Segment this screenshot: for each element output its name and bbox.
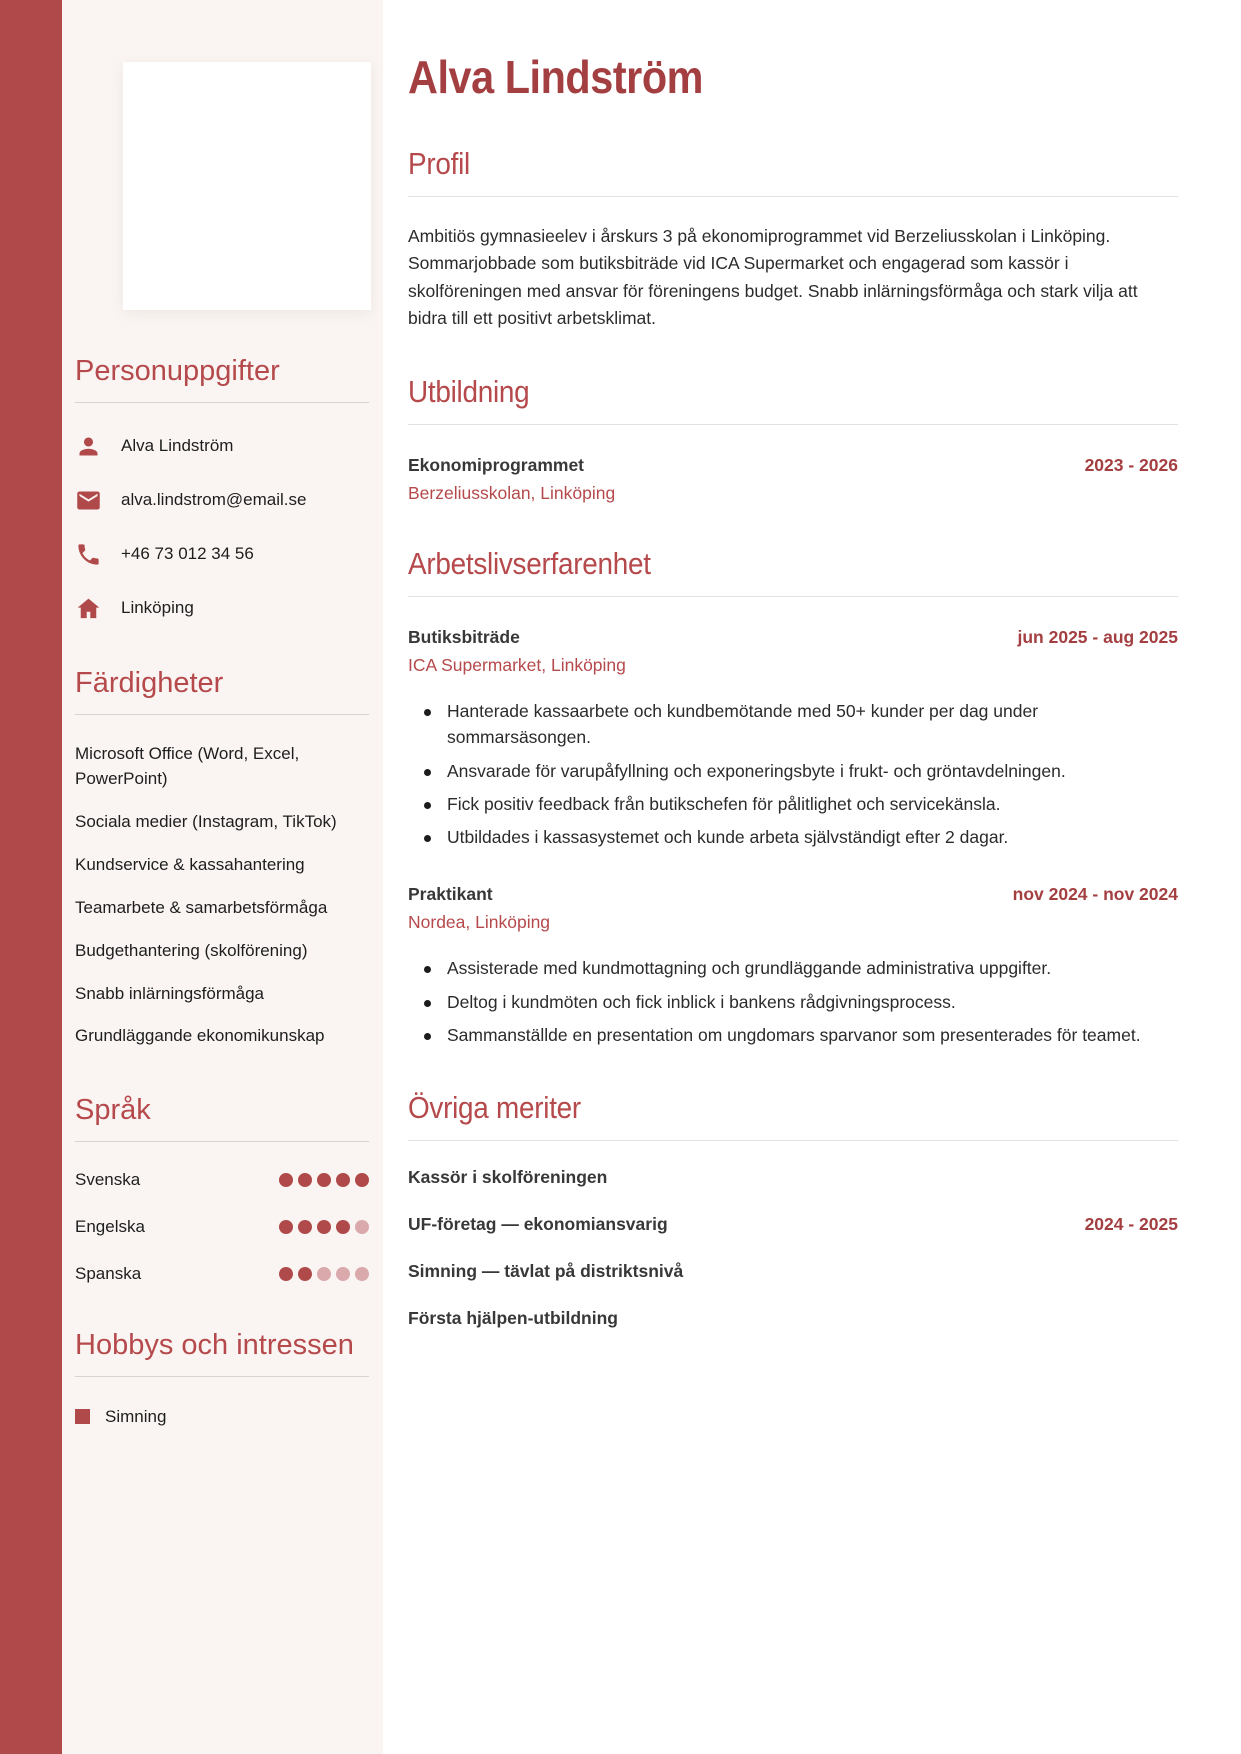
contact-row-name: [75, 433, 369, 460]
accent-stripe: [0, 0, 62, 1754]
divider: [75, 1376, 369, 1377]
experience-entry-butiksbitrade: [408, 627, 1178, 850]
language-level-dots: [279, 1173, 369, 1187]
language-name: Spanska: [75, 1264, 142, 1284]
divider: [408, 196, 1178, 197]
level-dot-empty: [355, 1267, 369, 1281]
level-dot-filled: [279, 1267, 293, 1281]
contact-location-text: Linköping: [121, 598, 194, 618]
sidebar-section-contact: [75, 354, 369, 622]
bullet-item: Fick positiv feedback från butikschefen för pålitlighet och servicekänsla.: [420, 791, 1178, 817]
contact-list: [75, 433, 369, 622]
merit-period: 2024 - 2025: [1084, 1214, 1178, 1235]
divider: [75, 714, 369, 715]
sidebar-heading-languages: Språk: [75, 1094, 151, 1127]
education-entry: [408, 455, 1178, 504]
level-dot-filled: [298, 1220, 312, 1234]
bullet-item: Ansvarade för varupåfyllning och exponeringsbyte i frukt- och gröntavdelningen.: [420, 758, 1178, 784]
person-icon: [75, 433, 102, 460]
skill-item: Grundläggande ekonomikunskap: [75, 1026, 325, 1046]
sidebar: [62, 0, 383, 1754]
sidebar-heading-contact: Personuppgifter: [75, 355, 280, 387]
sidebar-heading-hobbies: Hobbys och intressen: [75, 1329, 354, 1362]
education-program: Ekonomiprogrammet: [408, 455, 584, 476]
hobby-text: Simning: [105, 1406, 167, 1426]
section-heading-experience: Arbetslivserfarenhet: [408, 546, 651, 582]
language-name: Svenska: [75, 1170, 141, 1190]
level-dot-filled: [279, 1220, 293, 1234]
envelope-icon: [75, 487, 102, 514]
bullet-item: Assisterade med kundmottagning och grundläggande administrativa uppgifter.: [420, 955, 1178, 981]
hobby-item: [75, 1407, 369, 1427]
level-dot-empty: [336, 1267, 350, 1281]
skills-list: [75, 741, 369, 1050]
merit-title: Första hjälpen-utbildning: [408, 1308, 618, 1329]
contact-email-text: alva.lindstrom@email.se: [121, 490, 307, 510]
merit-title: Kassör i skolföreningen: [408, 1167, 608, 1188]
section-other-merits: [408, 1090, 1178, 1329]
bullet-item: Deltog i kundmöten och fick inblick i bankens rådgivningsprocess.: [420, 989, 1178, 1015]
experience-entry-praktikant: [408, 884, 1178, 1048]
level-dot-filled: [336, 1220, 350, 1234]
sidebar-section-languages: [75, 1093, 369, 1284]
job-title: Praktikant: [408, 884, 493, 905]
level-dot-filled: [317, 1173, 331, 1187]
divider: [75, 1141, 369, 1142]
job-title: Butiksbiträde: [408, 627, 520, 648]
divider: [408, 424, 1178, 425]
language-level-dots: [279, 1220, 369, 1234]
job-bullets: [408, 698, 1178, 850]
job-bullets: [408, 955, 1178, 1048]
language-level-dots: [279, 1267, 369, 1281]
language-name: Engelska: [75, 1217, 145, 1237]
level-dot-filled: [355, 1173, 369, 1187]
level-dot-empty: [317, 1267, 331, 1281]
language-list: [75, 1170, 369, 1284]
contact-name-text: Alva Lindström: [121, 436, 234, 456]
skill-item: Teamarbete & samarbetsförmåga: [75, 897, 328, 917]
level-dot-filled: [298, 1267, 312, 1281]
skill-item: Sociala medier (Instagram, TikTok): [75, 812, 337, 832]
divider: [408, 1140, 1178, 1141]
merit-row: [408, 1214, 1178, 1235]
job-period: jun 2025 - aug 2025: [1017, 627, 1178, 648]
entry-header: [408, 627, 1178, 648]
divider: [75, 402, 369, 403]
contact-row-location: [75, 595, 369, 622]
bullet-item: Sammanställde en presentation om ungdomars sparvanor som presenterades för teamet.: [420, 1022, 1178, 1048]
divider: [408, 596, 1178, 597]
section-heading-profile: Profil: [408, 146, 470, 181]
merit-title: UF-företag — ekonomiansvarig: [408, 1214, 668, 1235]
contact-row-email: [75, 487, 369, 514]
language-row-svenska: [75, 1170, 369, 1190]
section-heading-other-merits: Övriga meriter: [408, 1090, 581, 1126]
job-company: ICA Supermarket, Linköping: [408, 655, 626, 676]
level-dot-filled: [279, 1173, 293, 1187]
skill-item: Snabb inlärningsförmåga: [75, 983, 265, 1003]
level-dot-filled: [298, 1173, 312, 1187]
entry-header: [408, 455, 1178, 476]
language-row-engelska: [75, 1217, 369, 1237]
level-dot-empty: [355, 1220, 369, 1234]
section-heading-education: Utbildning: [408, 374, 530, 410]
sidebar-heading-skills: Färdigheter: [75, 666, 224, 699]
merit-row: [408, 1261, 1178, 1282]
job-period: nov 2024 - nov 2024: [1012, 884, 1178, 905]
sidebar-section-hobbies: [75, 1328, 369, 1427]
sidebar-section-skills: [75, 666, 369, 1049]
language-row-spanska: [75, 1264, 369, 1284]
section-education: [408, 374, 1178, 504]
name-title: Alva Lindström: [408, 51, 704, 103]
skill-item: Microsoft Office (Word, Excel, PowerPoint): [75, 743, 300, 789]
education-period: 2023 - 2026: [1084, 455, 1178, 476]
merit-row: [408, 1308, 1178, 1329]
hobby-list: [75, 1407, 369, 1427]
job-company: Nordea, Linköping: [408, 912, 551, 933]
contact-phone-text: +46 73 012 34 56: [121, 544, 254, 564]
level-dot-filled: [317, 1220, 331, 1234]
home-icon: [75, 595, 102, 622]
square-bullet-icon: [75, 1409, 90, 1424]
profile-photo-placeholder: [123, 62, 371, 310]
merit-row: [408, 1167, 1178, 1188]
skill-item: Kundservice & kassahantering: [75, 855, 305, 875]
bullet-item: Utbildades i kassasystemet och kunde arbeta självständigt efter 2 dagar.: [420, 824, 1178, 850]
merit-title: Simning — tävlat på distriktsnivå: [408, 1261, 684, 1282]
entry-header: [408, 884, 1178, 905]
main-content: [383, 0, 1241, 1754]
education-school: Berzeliusskolan, Linköping: [408, 483, 616, 504]
level-dot-filled: [336, 1173, 350, 1187]
merit-list: [408, 1167, 1178, 1329]
bullet-item: Hanterade kassaarbete och kundbemötande med 50+ kunder per dag under sommarsäsongen.: [420, 698, 1178, 751]
contact-row-phone: [75, 541, 369, 568]
skill-item: Budgethantering (skolförening): [75, 940, 308, 960]
profile-text: Ambitiös gymnasieelev i årskurs 3 på ekonomiprogrammet vid Berzeliusskolan i Linköping. Sommarjobbade som butiksbiträde vid ICA Supermarket och engagerad som kassör i skolföreningen med ansvar för föreningens budget. Snabb inlärningsförmåga och stark vilja att bidra till ett positivt arbetsklimat.: [408, 226, 1138, 328]
phone-icon: [75, 541, 102, 568]
section-profile: [408, 146, 1178, 332]
section-experience: [408, 546, 1178, 1048]
